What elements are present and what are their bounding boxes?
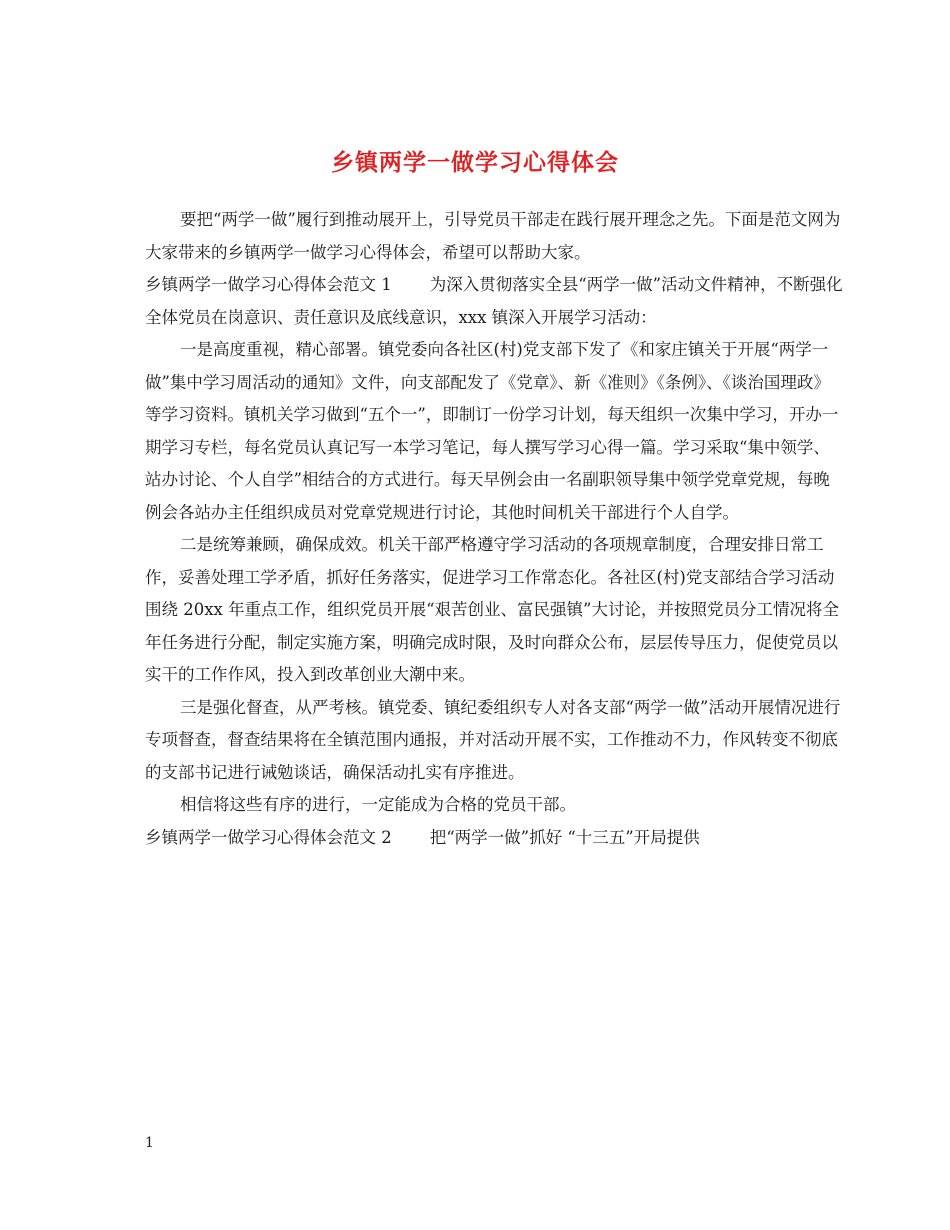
closing-paragraph: 相信将这些有序的进行，一定能成为合格的党员干部。 [180,795,576,814]
point-2-paragraph: 二是统筹兼顾，确保成效。机关干部严格遵守学习活动的各项规章制度，合理安排日常工作，妥善处理工学矛盾，抓好任务落实，促进学习工作常态化。各社区(村)党支部结合学习活动围绕 20xx 年重点工作，组织党员开展“艰苦创业、富民强镇”大讨论，并按照党员分工情况将全年任务进行分配，制定实施方案，明确完成时限，及时向群众公布，层层传导压力，促使党员以实干的工作作风，投入到改革创业大潮中来。 [145,535,839,684]
sample-1-section [145,269,845,334]
sample-2-section [145,822,845,855]
document-title: 乡镇两学一做学习心得体会 [331,149,619,177]
sample-2-lead-text: 把“两学一做”抓好 “十三五”开局提供 [429,827,700,847]
sample-1-heading: 乡镇两学一做学习心得体会范文 1 [145,275,392,294]
sample-1-lead-text: 为深入贯彻落实全县“两学一做”活动文件精神，不断强化全体党员在岗意识、责任意识及底线意识，xxx 镇深入开展学习活动： [145,275,843,327]
point-1-paragraph: 一是高度重视，精心部署。镇党委向各社区(村)党支部下发了《和家庄镇关于开展“两学一做”集中学习周活动的通知》文件，向支部配发了《党章》、新《准则》《条例》、《谈治国理政》等学习资料。镇机关学习做到“五个一”，即制订一份学习计划，每天组织一次集中学习，开办一期学习专栏，每名党员认真记写一本学习笔记，每人撰写学习心得一篇。学习采取“集中领学、站办讨论、个人自学”相结合的方式进行。每天早例会由一名副职领导集中领学党章党规，每晚例会各站办主任组织成员对党章党规进行讨论，其他时间机关干部进行个人自学。 [145,340,839,522]
intro-paragraph: 要把“两学一做”履行到推动展开上，引导党员干部走在践行展开理念之先。下面是范文网为大家带来的乡镇两学一做学习心得体会，希望可以帮助大家。 [145,210,841,262]
page-number: 1 [145,1135,154,1151]
sample-2-heading: 乡镇两学一做学习心得体会范文 2 [145,827,392,847]
point-3-paragraph: 三是强化督查，从严考核。镇党委、镇纪委组织专人对各支部“两学一做”活动开展情况进行专项督查，督查结果将在全镇范围内通报，并对活动开展不实，工作推动不力，作风转变不彻底的支部书记进行诫勉谈话，确保活动扎实有序推进。 [145,697,841,782]
document-body [145,204,845,854]
